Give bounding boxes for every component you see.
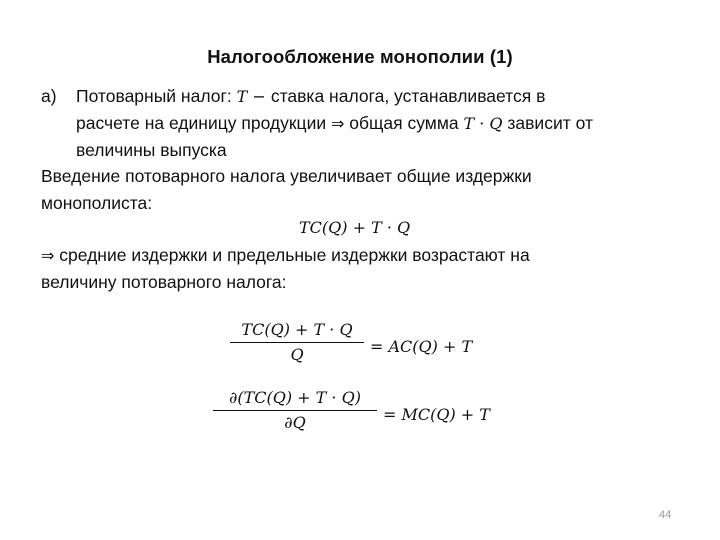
- formula-marginal-cost-rhs: = MC(Q) + T: [383, 405, 490, 424]
- formula-total-cost: TC(Q) + T · Q: [299, 218, 411, 237]
- tax-var-t: T: [236, 87, 248, 106]
- text-line-2-mid: общая сумма: [344, 113, 464, 133]
- page-number: 44: [659, 509, 672, 521]
- formula-marginal-cost-fraction: [213, 388, 377, 432]
- fraction-numerator: ∂(TC(Q) + T · Q): [229, 388, 361, 407]
- text-line-1-suffix: ставка налога, устанавливается в: [270, 86, 546, 106]
- fraction-numerator: TC(Q) + T · Q: [241, 320, 353, 339]
- implies-arrow-icon: ⇒: [330, 114, 345, 133]
- text-line-2: [76, 113, 593, 134]
- fraction-denominator: Q: [290, 345, 304, 364]
- slide-title: Налогообложение монополии (1): [207, 46, 513, 67]
- text-line-6-text: средние издержки и предельные издержки возрастают на: [54, 245, 530, 265]
- text-line-2-suffix: зависит от: [502, 113, 593, 133]
- minus-sign: −: [247, 87, 271, 106]
- fraction-bar: [213, 410, 377, 411]
- text-line-5: монополиста:: [41, 193, 153, 213]
- item-marker: а): [41, 86, 57, 106]
- text-line-2-prefix: расчете на единицу продукции: [76, 113, 331, 133]
- text-line-1: [76, 86, 545, 107]
- text-line-6: [41, 245, 530, 266]
- text-line-1-prefix: Потоварный налог:: [76, 86, 237, 106]
- total-tax-expr: T · Q: [463, 114, 503, 133]
- text-line-3: величины выпуска: [76, 140, 227, 160]
- formula-average-cost-rhs: = AC(Q) + T: [370, 337, 473, 356]
- fraction-bar: [230, 342, 364, 343]
- fraction-denominator: ∂Q: [284, 413, 306, 432]
- text-line-7: величину потоварного налога:: [41, 272, 287, 292]
- formula-average-cost-fraction: [230, 320, 364, 364]
- text-line-4: Введение потоварного налога увеличивает общие издержки: [41, 166, 532, 186]
- implies-arrow-icon: ⇒: [41, 246, 55, 265]
